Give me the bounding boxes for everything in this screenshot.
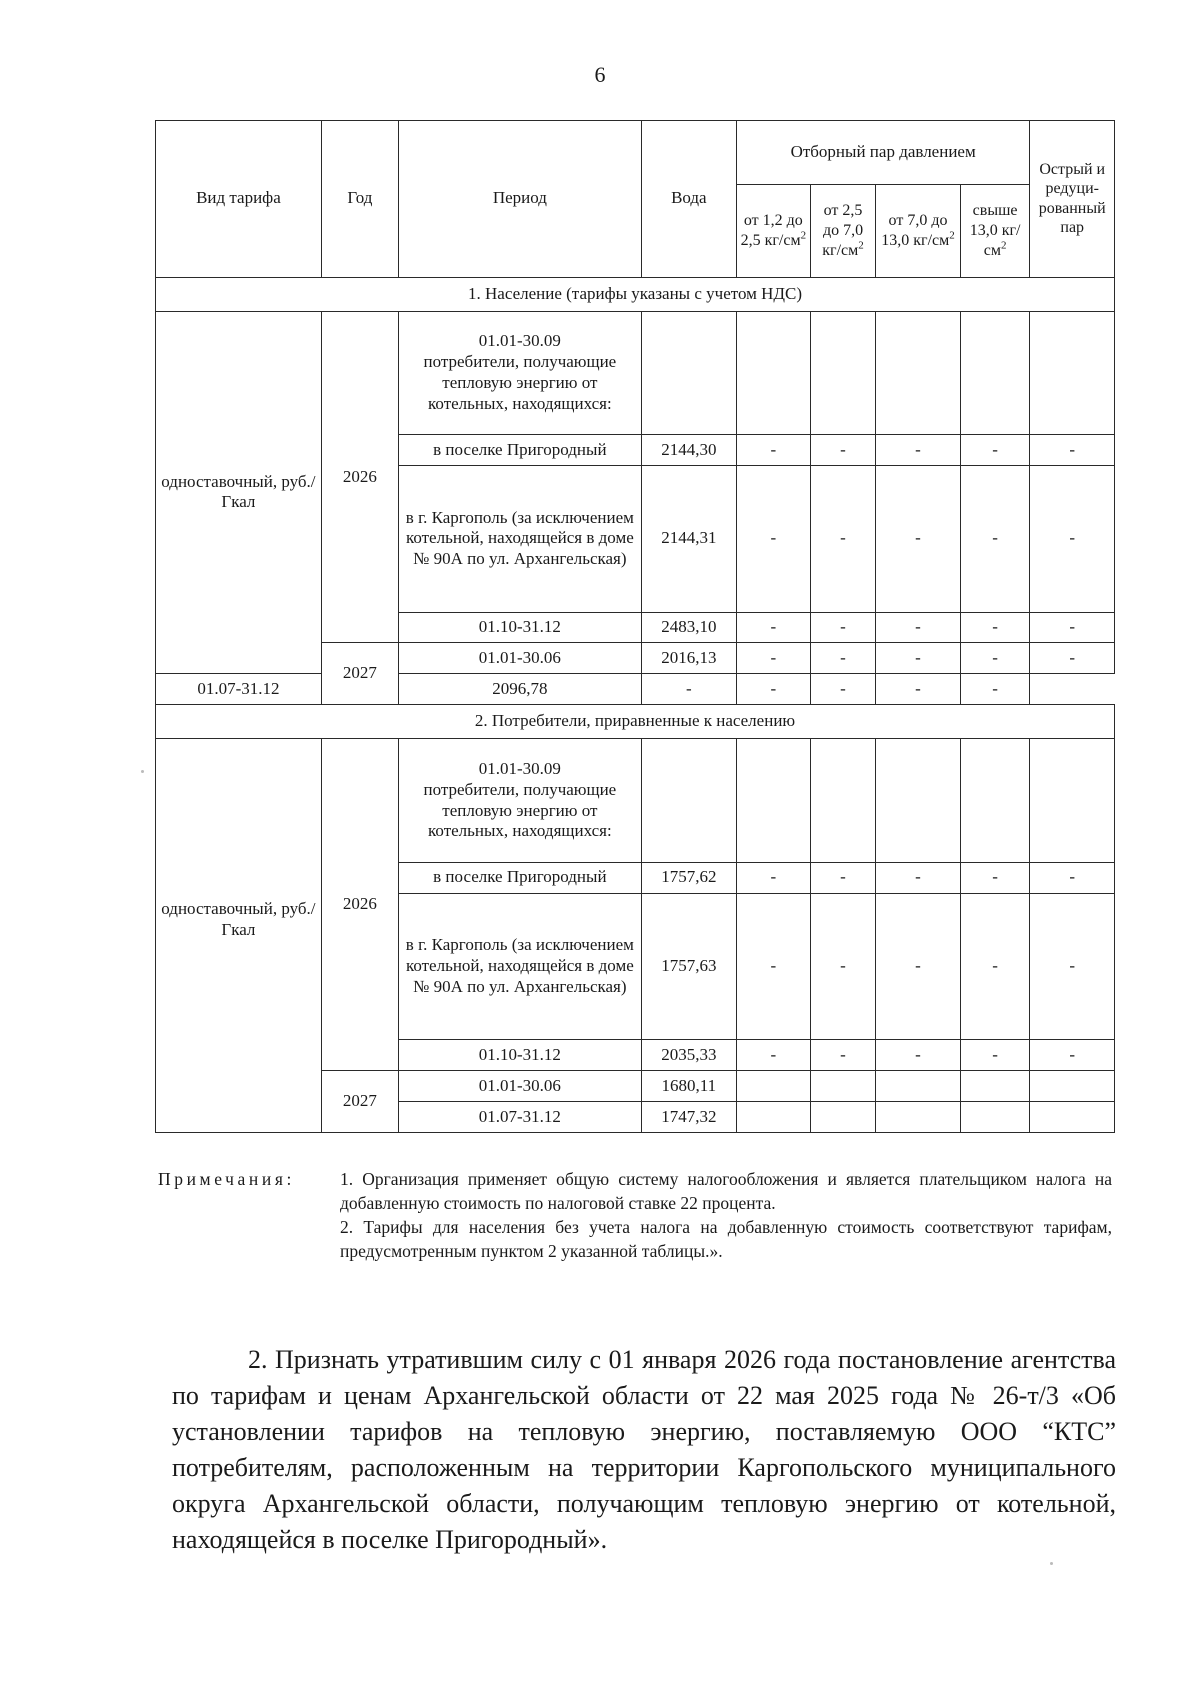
water-cell: 2016,13 xyxy=(641,643,736,674)
steam-cell: - xyxy=(1030,435,1115,466)
steam-cell: - xyxy=(810,643,875,674)
header-year: Год xyxy=(321,121,398,278)
period-block-cell xyxy=(398,311,641,435)
page-number: 6 xyxy=(594,62,606,87)
header-steam-group: Отборный пар давлением xyxy=(736,121,1030,185)
steam-cell xyxy=(960,1101,1030,1132)
steam-cell: - xyxy=(960,893,1030,1039)
steam-cell: - xyxy=(810,612,875,643)
steam-cell xyxy=(1030,1071,1115,1102)
header-sharp-steam: Острый и редуци-рованный пар xyxy=(1030,121,1115,278)
steam-cell: - xyxy=(876,466,960,612)
table-row xyxy=(156,674,1115,705)
period-cell: 01.10-31.12 xyxy=(398,1040,641,1071)
water-cell: 1747,32 xyxy=(641,1101,736,1132)
note-2: 2. Тарифы для населения без учета налога на добавленную стоимость соответствуют тарифам, предусмотренным пунктом 2 указанной таблицы.». xyxy=(340,1217,1112,1261)
steam-cell: - xyxy=(736,674,810,705)
water-cell: 2144,30 xyxy=(641,435,736,466)
scan-speck xyxy=(1050,1562,1053,1565)
steam-cell: - xyxy=(810,893,875,1039)
steam-cell xyxy=(876,1071,960,1102)
header-steam-3: от 7,0 до 13,0 $кг/см^2$ xyxy=(876,184,960,277)
steam-cell xyxy=(736,739,810,863)
steam-cell: - xyxy=(1030,612,1115,643)
subperiod-label: в г. Каргополь (за исключением котельной, находящейся в доме № 90А по ул. Архангельская) xyxy=(398,893,641,1039)
steam-cell: - xyxy=(810,674,875,705)
water-cell xyxy=(641,311,736,435)
water-cell: 2144,31 xyxy=(641,466,736,612)
water-cell: 1757,63 xyxy=(641,893,736,1039)
section-title-row xyxy=(156,705,1115,739)
steam-cell xyxy=(1030,1101,1115,1132)
steam-cell xyxy=(810,311,875,435)
steam-cell: - xyxy=(960,435,1030,466)
note-1: 1. Организация применяет общую систему налогообложения и является плательщиком налога на добавленную стоимость по налоговой ставке 22 процента. xyxy=(340,1169,1112,1213)
steam-cell: - xyxy=(960,862,1030,893)
water-cell: 2483,10 xyxy=(641,612,736,643)
header-steam-2: от 2,5 до 7,0 $кг/см^2$ xyxy=(810,184,875,277)
steam-cell xyxy=(736,1101,810,1132)
section-title: 1. Население (тарифы указаны с учетом НДС) xyxy=(156,277,1115,311)
steam-cell: - xyxy=(876,643,960,674)
steam-cell: - xyxy=(960,612,1030,643)
subperiod-label: в г. Каргополь (за исключением котельной, находящейся в доме № 90А по ул. Архангельская) xyxy=(398,466,641,612)
steam-cell: - xyxy=(960,466,1030,612)
year-cell: 2027 xyxy=(321,643,398,705)
table-header-row xyxy=(156,121,1115,185)
steam-cell xyxy=(876,1101,960,1132)
steam-cell: - xyxy=(876,612,960,643)
section-title-row xyxy=(156,277,1115,311)
steam-cell: - xyxy=(736,862,810,893)
subperiod-label: в поселке Пригородный xyxy=(398,435,641,466)
period-cell: 01.07-31.12 xyxy=(156,674,322,705)
tariff-type-cell: одноставочный, руб./Гкал xyxy=(156,739,322,1133)
steam-cell: - xyxy=(1030,643,1115,674)
period-cell: 01.01-30.06 xyxy=(398,1071,641,1102)
steam-cell xyxy=(810,1101,875,1132)
table-row xyxy=(156,311,1115,435)
notes-body xyxy=(340,1167,1112,1263)
steam-cell: - xyxy=(1030,893,1115,1039)
steam-cell xyxy=(960,739,1030,863)
steam-cell xyxy=(810,1071,875,1102)
steam-cell: - xyxy=(736,466,810,612)
table-row xyxy=(156,739,1115,863)
steam-cell: - xyxy=(810,466,875,612)
period-cell: 01.07-31.12 xyxy=(398,1101,641,1132)
period-date: 01.01-30.09 xyxy=(478,759,561,779)
header-water: Вода xyxy=(641,121,736,278)
steam-cell: - xyxy=(736,643,810,674)
period-cell: 01.10-31.12 xyxy=(398,612,641,643)
steam-cell xyxy=(876,311,960,435)
steam-cell xyxy=(1030,739,1115,863)
steam-cell: - xyxy=(876,893,960,1039)
year-cell: 2027 xyxy=(321,1071,398,1133)
year-cell: 2026 xyxy=(321,739,398,1071)
water-cell xyxy=(641,739,736,863)
period-description: потребители, получающие тепловую энергию от котельных, находящихся: xyxy=(423,352,617,413)
steam-cell: - xyxy=(810,1040,875,1071)
steam-cell: - xyxy=(641,674,736,705)
paragraph-2: 2. Признать утратившим силу с 01 января 2026 года постановление агентства по тарифам и ценам Архангельской области от 22 мая 2025 года № 26-т/3 «Об установлении тарифов на тепловую энергию, поставляемую ООО “КТС” потребителям, расположенным на территории Каргопольского муниципального округа Архангельской области, получающим тепловую энергию от котельной, находящейся в поселке Пригородный». xyxy=(172,1345,1116,1554)
steam-cell: - xyxy=(810,862,875,893)
period-block-cell xyxy=(398,739,641,863)
steam-cell: - xyxy=(876,435,960,466)
section-title: 2. Потребители, приравненные к населению xyxy=(156,705,1115,739)
water-cell: 1680,11 xyxy=(641,1071,736,1102)
subperiod-label: в поселке Пригородный xyxy=(398,862,641,893)
steam-cell xyxy=(960,311,1030,435)
tariff-table xyxy=(155,120,1115,1133)
year-cell: 2026 xyxy=(321,311,398,643)
water-cell: 2096,78 xyxy=(398,674,641,705)
steam-cell: - xyxy=(736,612,810,643)
steam-cell: - xyxy=(876,862,960,893)
steam-cell: - xyxy=(1030,1040,1115,1071)
notes-label: Примечания: xyxy=(158,1169,295,1189)
steam-cell xyxy=(1030,311,1115,435)
steam-cell: - xyxy=(1030,466,1115,612)
header-tariff-type: Вид тарифа xyxy=(156,121,322,278)
steam-cell: - xyxy=(960,643,1030,674)
steam-cell: - xyxy=(736,435,810,466)
steam-cell: - xyxy=(960,674,1030,705)
steam-cell xyxy=(960,1071,1030,1102)
steam-cell: - xyxy=(960,1040,1030,1071)
steam-cell xyxy=(736,1071,810,1102)
period-cell: 01.01-30.06 xyxy=(398,643,641,674)
period-description: потребители, получающие тепловую энергию от котельных, находящихся: xyxy=(423,779,617,841)
steam-cell: - xyxy=(736,893,810,1039)
header-period: Период xyxy=(398,121,641,278)
header-steam-1: от 1,2 до 2,5 $кг/см^2$ xyxy=(736,184,810,277)
steam-cell: - xyxy=(810,435,875,466)
scan-speck xyxy=(141,770,144,773)
steam-cell: - xyxy=(876,1040,960,1071)
water-cell: 1757,62 xyxy=(641,862,736,893)
steam-cell: - xyxy=(736,1040,810,1071)
header-steam-4: свыше 13,0 $кг/см^2$ xyxy=(960,184,1030,277)
steam-cell: - xyxy=(1030,862,1115,893)
tariff-type-cell: одноставочный, руб./Гкал xyxy=(156,311,322,674)
period-date: 01.01-30.09 xyxy=(478,331,561,351)
water-cell: 2035,33 xyxy=(641,1040,736,1071)
steam-cell xyxy=(876,739,960,863)
steam-cell: - xyxy=(876,674,960,705)
steam-cell xyxy=(810,739,875,863)
steam-cell xyxy=(736,311,810,435)
